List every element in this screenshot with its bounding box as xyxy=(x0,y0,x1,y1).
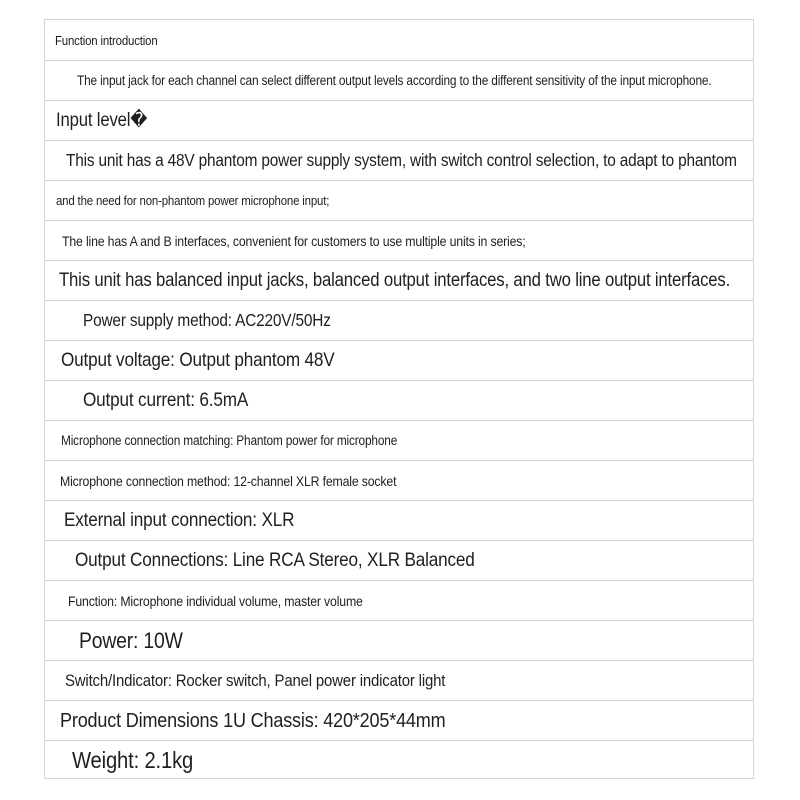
spec-row-input-jack xyxy=(45,60,753,100)
spec-row-text: Output current: 6.5mA xyxy=(83,389,249,411)
spec-row-text: Output voltage: Output phantom 48V xyxy=(61,349,335,371)
spec-row-text: Product Dimensions 1U Chassis: 420*205*44mm xyxy=(60,708,446,732)
spec-row-text: The input jack for each channel can select different output levels according to the different sensitivity of the input microphone. xyxy=(77,73,712,88)
spec-table xyxy=(44,19,754,779)
spec-row-external-input xyxy=(45,500,753,540)
spec-row-output-voltage xyxy=(45,340,753,380)
spec-row-text: This unit has a 48V phantom power supply system, with switch control selection, to adapt to phantom xyxy=(66,150,737,170)
spec-row-power xyxy=(45,620,753,660)
spec-row-text: External input connection: XLR xyxy=(64,509,295,531)
spec-row-text: Switch/Indicator: Rocker switch, Panel power indicator light xyxy=(65,670,446,690)
spec-row-power-supply xyxy=(45,300,753,340)
spec-row-output-connections xyxy=(45,540,753,580)
spec-row-output-current xyxy=(45,380,753,420)
spec-row-text: This unit has balanced input jacks, balanced output interfaces, and two line output interfaces. xyxy=(59,269,731,291)
spec-row-text: Power: 10W xyxy=(79,627,183,653)
spec-row-switch-indicator xyxy=(45,660,753,700)
spec-row-mic-method xyxy=(45,460,753,500)
spec-row-text: Microphone connection method: 12-channel XLR female socket xyxy=(60,472,397,489)
spec-row-text: Microphone connection matching: Phantom power for microphone xyxy=(61,433,398,448)
spec-row-function-volume xyxy=(45,580,753,620)
spec-row-text: Input level� xyxy=(56,110,148,131)
spec-row-text: The line has A and B interfaces, convenient for customers to use multiple units in series; xyxy=(62,232,526,249)
spec-row-balanced-jacks xyxy=(45,260,753,300)
spec-row-text: and the need for non-phantom power microphone input; xyxy=(56,193,330,208)
spec-row-dimensions xyxy=(45,700,753,740)
spec-row-mic-matching xyxy=(45,420,753,460)
spec-row-function-intro xyxy=(45,20,753,60)
spec-row-text: Output Connections: Line RCA Stereo, XLR Balanced xyxy=(75,549,475,571)
spec-row-input-level xyxy=(45,100,753,140)
spec-row-line-interfaces xyxy=(45,220,753,260)
spec-row-text: Weight: 2.1kg xyxy=(72,747,194,773)
spec-row-text: Function introduction xyxy=(55,32,158,48)
spec-row-non-phantom xyxy=(45,180,753,220)
spec-row-text: Power supply method: AC220V/50Hz xyxy=(83,310,331,330)
spec-row-text: Function: Microphone individual volume, master volume xyxy=(68,592,363,609)
spec-row-phantom-power xyxy=(45,140,753,180)
spec-row-weight xyxy=(45,740,753,780)
